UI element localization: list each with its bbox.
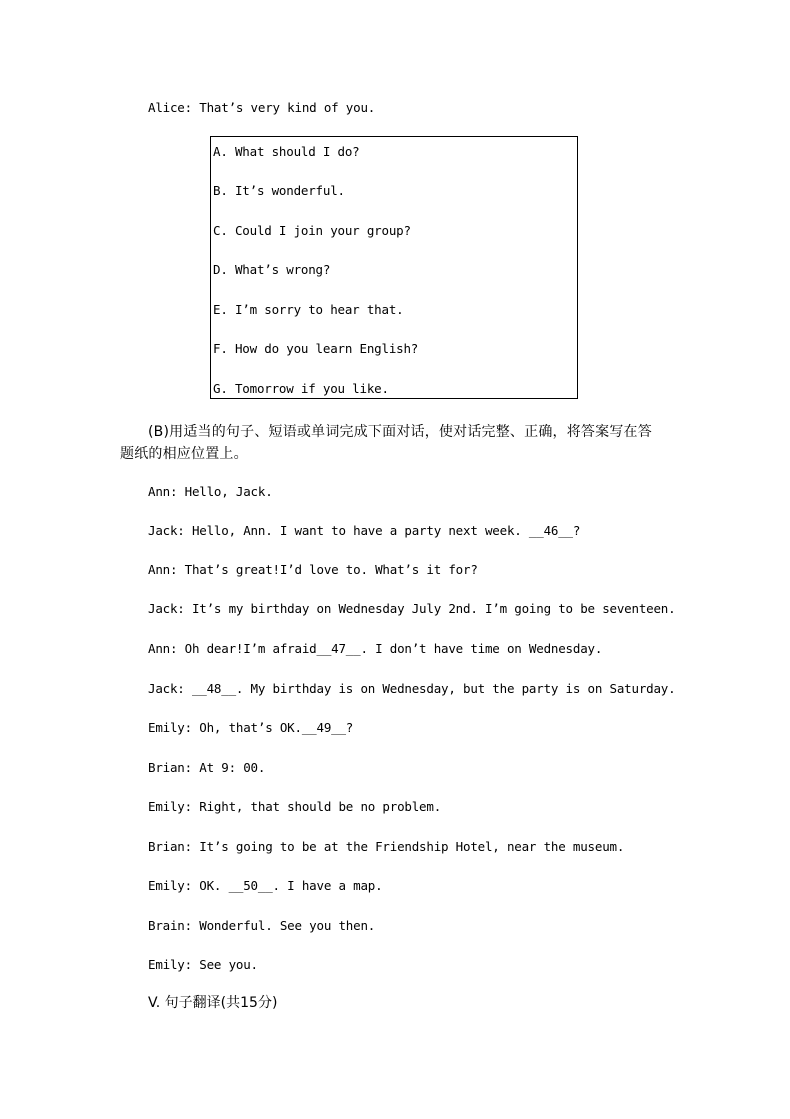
dialogue-line: Ann: Hello, Jack. — [148, 484, 273, 499]
option-g: G. Tomorrow if you like. — [213, 381, 389, 396]
alice-line: Alice: That’s very kind of you. — [148, 100, 376, 115]
option-f: F. How do you learn English? — [213, 341, 419, 356]
dialogue-line: Brain: Wonderful. See you then. — [148, 918, 376, 933]
option-b: B. It’s wonderful. — [213, 183, 345, 198]
option-e: E. I’m sorry to hear that. — [213, 302, 404, 317]
option-d: D. What’s wrong? — [213, 262, 331, 277]
dialogue-line: Emily: See you. — [148, 957, 258, 972]
dialogue-line: Brian: At 9: 00. — [148, 760, 266, 775]
dialogue-line: Jack: It’s my birthday on Wednesday July 2nd. I’m going to be seventeen. — [148, 601, 676, 616]
dialogue-line: Ann: That’s great!I’d love to. What’s it for? — [148, 562, 478, 577]
options-box — [210, 136, 578, 399]
dialogue-line: Brian: It’s going to be at the Friendship Hotel, near the museum. — [148, 839, 625, 854]
dialogue-line: Ann: Oh dear!I’m afraid__47__. I don’t have time on Wednesday. — [148, 641, 603, 656]
section-v-heading: V. 句子翻译(共15分) — [148, 995, 278, 1011]
dialogue-line: Emily: OK. __50__. I have a map. — [148, 878, 383, 893]
dialogue-line: Jack: Hello, Ann. I want to have a party next week. __46__? — [148, 523, 581, 538]
option-c: C. Could I join your group? — [213, 223, 411, 238]
section-b-instruction: (B)用适当的句子、短语或单词完成下面对话，使对话完整、正确，将答案写在答题纸的相应位置上。 — [120, 424, 652, 462]
dialogue-line: Emily: Oh, that’s OK.__49__? — [148, 720, 354, 735]
dialogue-line: Jack: __48__. My birthday is on Wednesday, but the party is on Saturday. — [148, 681, 676, 696]
option-a: A. What should I do? — [213, 144, 360, 159]
dialogue-line: Emily: Right, that should be no problem. — [148, 799, 442, 814]
